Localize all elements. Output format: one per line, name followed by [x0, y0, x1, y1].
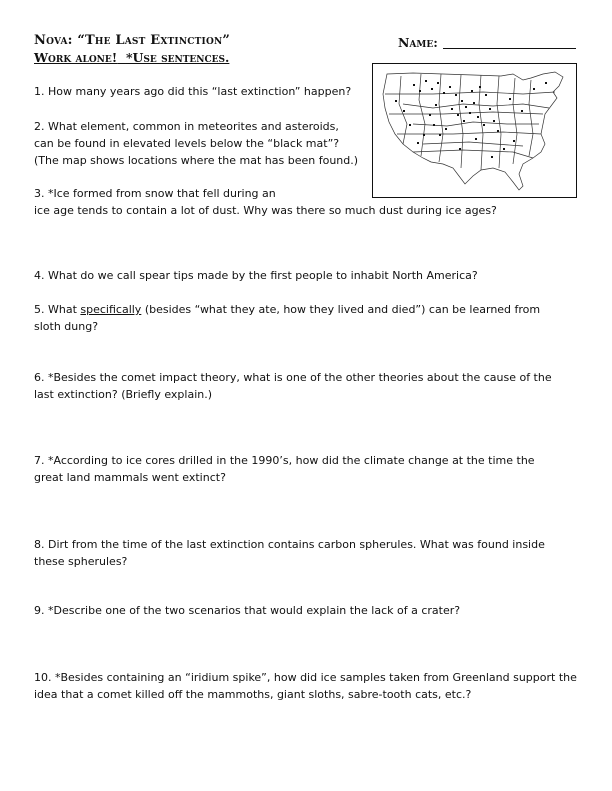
worksheet-instructions: Work alone! *Use sentences.: [34, 50, 230, 65]
worksheet-title: Nova: “The Last Extinction”: [34, 33, 231, 48]
question-8-line-1: 8. Dirt from the time of the last extinction contains carbon spherules. What was found inside: [34, 538, 545, 551]
question-6: [34, 369, 552, 403]
question-10-line-2: idea that a comet killed off the mammoths, giant sloths, sabre-tooth cats, etc.?: [34, 688, 472, 701]
question-3: [34, 185, 497, 219]
question-3-line-1: 3. *Ice formed from snow that fell during an: [34, 187, 276, 200]
question-7-line-2: great land mammals went extinct?: [34, 471, 226, 484]
name-label: Name:: [398, 35, 438, 50]
question-1-line-1: 1. How many years ago did this “last extinction” happen?: [34, 85, 352, 98]
question-8: [34, 536, 545, 570]
us-map-figure: [372, 63, 577, 198]
question-5: [34, 301, 540, 335]
question-4-line-1: 4. What do we call spear tips made by the first people to inhabit North America?: [34, 269, 478, 282]
question-4: [34, 267, 478, 284]
question-9-line-1: 9. *Describe one of the two scenarios that would explain the lack of a crater?: [34, 604, 461, 617]
question-2-line-1: 2. What element, common in meteorites and asteroids,: [34, 120, 339, 133]
name-blank-line: [443, 48, 576, 49]
emphasis-specifically: specifically: [80, 303, 142, 316]
question-9: [34, 602, 460, 619]
question-3-line-2: ice age tends to contain a lot of dust. Why was there so much dust during ice ages?: [34, 204, 497, 217]
question-6-line-2: last extinction? (Briefly explain.): [34, 388, 213, 401]
question-2-line-3: (The map shows locations where the mat has been found.): [34, 154, 359, 167]
us-map-icon: [373, 64, 576, 197]
question-7-line-1: 7. *According to ice cores drilled in the 1990’s, how did the climate change at the time the: [34, 454, 535, 467]
question-5-line-2: sloth dung?: [34, 320, 99, 333]
question-7: [34, 452, 535, 486]
question-2: [34, 118, 358, 169]
question-8-line-2: these spherules?: [34, 555, 128, 568]
question-10: [34, 669, 577, 703]
question-6-line-1: 6. *Besides the comet impact theory, what is one of the other theories about the cause of the: [34, 371, 552, 384]
question-1: [34, 83, 351, 100]
question-2-line-2: can be found in elevated levels below the “black mat”?: [34, 137, 340, 150]
question-5-line-1: 5. What specifically (besides “what they ate, how they lived and died”) can be learned from: [34, 303, 541, 316]
question-10-line-1: 10. *Besides containing an “iridium spike”, how did ice samples taken from Greenland support the: [34, 671, 577, 684]
